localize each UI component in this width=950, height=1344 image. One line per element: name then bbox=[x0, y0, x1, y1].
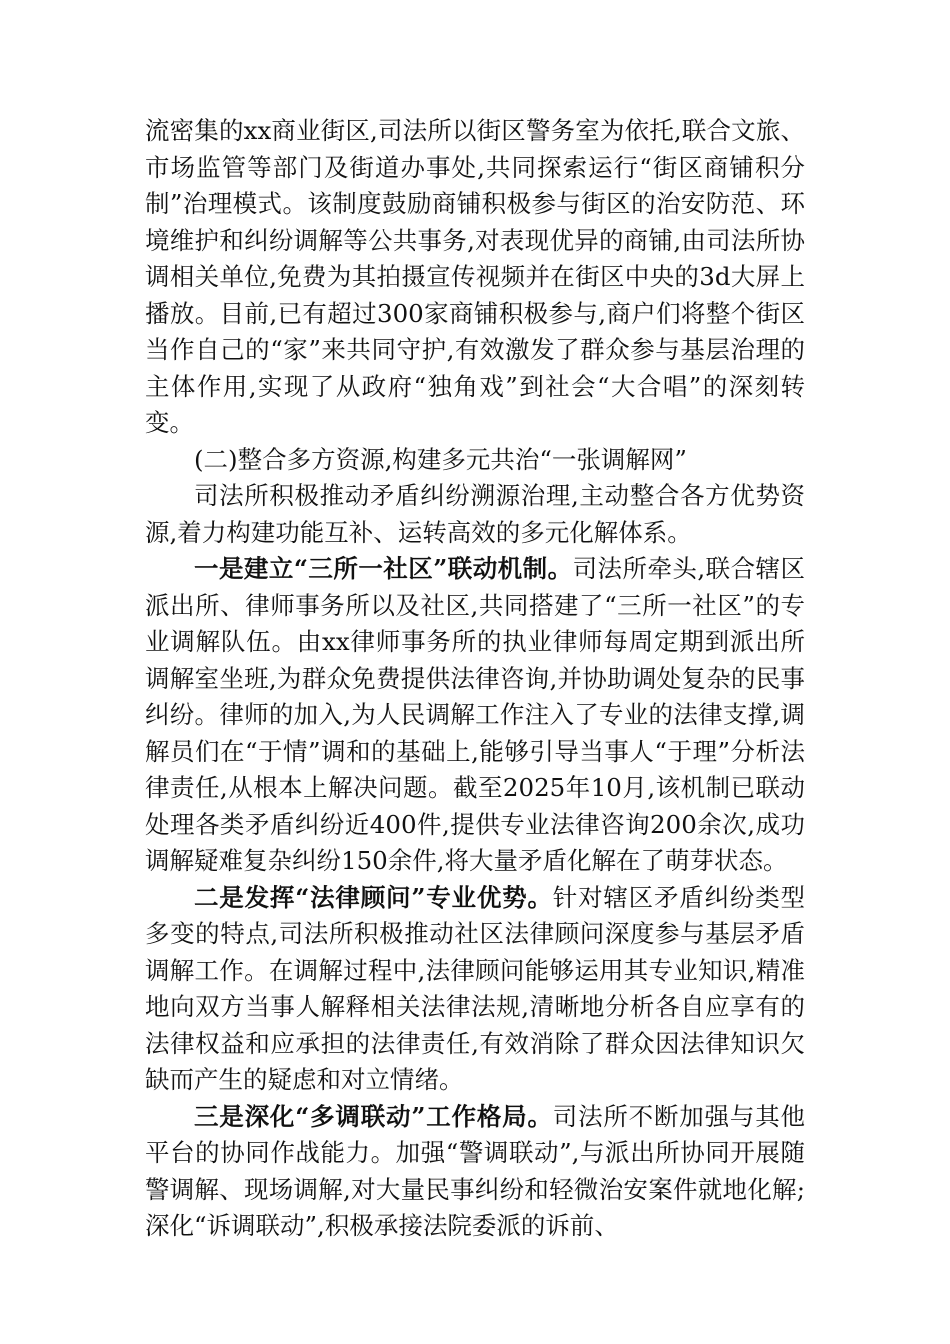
paragraph-6 bbox=[145, 1099, 805, 1245]
paragraph-4-lead: 一是建立“三所一社区”联动机制。 bbox=[194, 554, 573, 583]
paragraph-3-text: 司法所积极推动矛盾纠纷溯源治理,主动整合各方优势资源,着力构建功能互补、运转高效的多元化解体系。 bbox=[145, 481, 805, 547]
paragraph-1-text: 流密集的xx商业街区,司法所以街区警务室为依托,联合文旅、市场监管等部门及街道办事处,共同探索运行“街区商铺积分制”治理模式。该制度鼓励商铺积极参与街区的治安防范、环境维护和纠纷调解等公共事务,对表现优异的商铺,由司法所协调相关单位,免费为其拍摄宣传视频并在街区中央的3d大屏上播放。目前,已有超过300家商铺积极参与,商户们将整个街区当作自己的“家”来共同守护,有效激发了群众参与基层治理的主体作用,实现了从政府“独角戏”到社会“大合唱”的深刻转变。 bbox=[145, 116, 805, 437]
paragraph-4 bbox=[145, 551, 805, 880]
paragraph-1 bbox=[145, 113, 805, 442]
paragraph-5 bbox=[145, 880, 805, 1099]
paragraph-6-lead: 三是深化“多调联动”工作格局。 bbox=[194, 1101, 553, 1131]
section-heading-text: (二)整合多方资源,构建多元共治“一张调解网” bbox=[194, 444, 687, 474]
paragraph-6-text: 司法所不断加强与其他平台的协同作战能力。加强“警调联动”,与派出所协同开展随警调解、现场调解,对大量民事纠纷和轻微治安案件就地化解;深化“诉调联动”,积极承接法院委派的诉前、 bbox=[145, 1101, 806, 1240]
section-heading bbox=[145, 442, 805, 479]
paragraph-5-lead: 二是发挥“法律顾问”专业优势。 bbox=[194, 882, 553, 912]
paragraph-4-text: 司法所牵头,联合辖区派出所、律师事务所以及社区,共同搭建了“三所一社区”的专业调解队伍。由xx律师事务所的执业律师每周定期到派出所调解室坐班,为群众免费提供法律咨询,并协助调处复杂的民事纠纷。律师的加入,为人民调解工作注入了专业的法律支撑,调解员们在“于情”调和的基础上,能够引导当事人“于理”分析法律责任,从根本上解决问题。截至2025年10月,该机制已联动处理各类矛盾纠纷近400件,提供专业法律咨询200余次,成功调解疑难复杂纠纷150余件,将大量矛盾化解在了萌芽状态。 bbox=[145, 554, 805, 875]
paragraph-5-text: 针对辖区矛盾纠纷类型多变的特点,司法所积极推动社区法律顾问深度参与基层矛盾调解工作。在调解过程中,法律顾问能够运用其专业知识,精准地向双方当事人解释相关法律法规,清晰地分析各自应享有的法律权益和应承担的法律责任,有效消除了群众因法律知识欠缺而产生的疑虑和对立情绪。 bbox=[145, 882, 806, 1094]
paragraph-3 bbox=[145, 478, 805, 551]
document-page bbox=[145, 113, 805, 1245]
